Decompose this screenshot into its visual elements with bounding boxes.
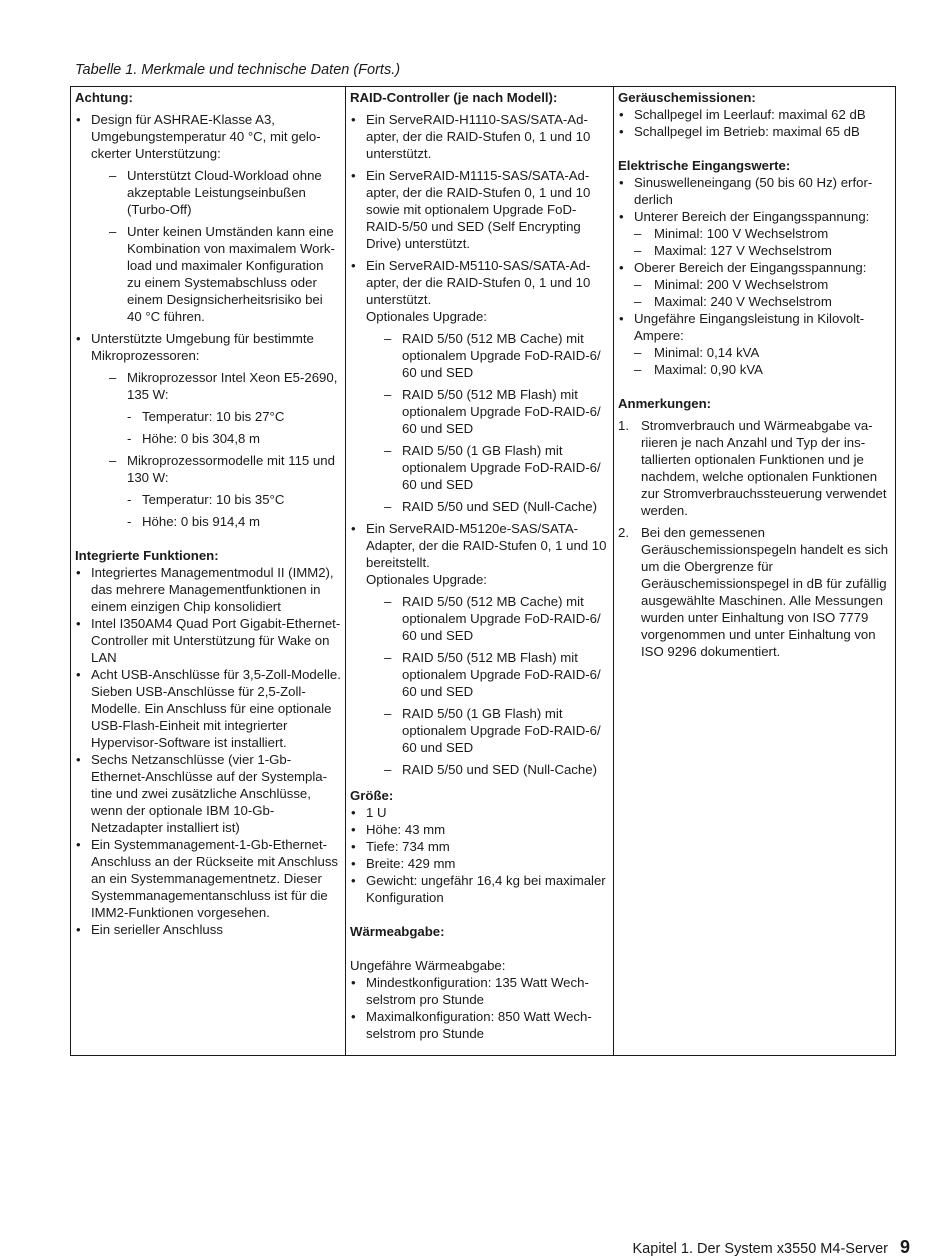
dash-marker: –: [109, 168, 117, 183]
list-item-text: Höhe: 43 mm: [366, 822, 446, 837]
list-item-text: RAID 5/50 (512 MB Flash) mit optionalem Upgrade FoD-RAID-6/ 60 und SED: [402, 387, 601, 436]
list-item: [366, 705, 609, 756]
dash-marker: –: [384, 499, 392, 514]
list-item: [75, 921, 341, 938]
list-item: [75, 751, 341, 836]
list-item: [618, 259, 891, 276]
list-item-text: Oberer Bereich der Eingangsspannung:: [634, 260, 867, 275]
list-item-text: Maximal: 240 V Wechselstrom: [654, 294, 832, 309]
list-item: [91, 223, 341, 325]
list-item-text: Minimal: 100 V Wechselstrom: [654, 226, 829, 241]
list-item: [618, 310, 891, 344]
bullet-marker: •: [619, 260, 624, 275]
list-item: [366, 442, 609, 493]
bullet-marker: •: [351, 521, 356, 536]
dash-marker: –: [634, 277, 642, 292]
list-item: [618, 106, 891, 123]
heading-elektrische-eingangswerte: Elektrische Eingangswerte:: [618, 158, 791, 173]
list-item-text: Ungefähre Eingangsleistung in Kilovolt-Ampere:: [634, 311, 865, 343]
list-item: [366, 330, 609, 381]
list-item: [91, 513, 341, 530]
achtung-list: [75, 111, 341, 530]
list-item-text: Mikroprozessormodelle mit 115 und 130 W:: [127, 453, 335, 485]
optional-upgrade-label: Optionales Upgrade:: [366, 572, 487, 587]
size-list: [350, 804, 609, 906]
list-item: [75, 330, 341, 530]
list-item-text: RAID 5/50 (1 GB Flash) mit optionalem Upgrade FoD-RAID-6/ 60 und SED: [402, 706, 601, 755]
list-item: [350, 974, 609, 1008]
list-item-text: Unterer Bereich der Eingangsspannung:: [634, 209, 870, 224]
optional-upgrade-label: Optionales Upgrade:: [366, 309, 487, 324]
list-item-text: RAID 5/50 (1 GB Flash) mit optionalem Upgrade FoD-RAID-6/ 60 und SED: [402, 443, 601, 492]
heading-groesse: Größe:: [350, 788, 394, 803]
list-item: [618, 344, 891, 361]
list-item-text: Ein serieller Anschluss: [91, 922, 223, 937]
list-item-text: Unterstützt Cloud-Workload ohne akzeptable Leistungseinbußen (Turbo-Off): [127, 168, 322, 217]
dash-marker: –: [109, 453, 117, 468]
heading-geraeuschemissionen: Geräuschemissionen:: [618, 90, 756, 105]
list-item-text: Bei den gemessenen Geräuschemissionspegeln handelt es sich um die Obergrenze für Geräuschemissionspegel in dB für zufällig ausgewählte Maschinen. Alle Messungen wurden unter Einhaltung von ISO 7779 vorgenommen und unter Einhaltung von ISO 9296 dokumentiert.: [641, 525, 889, 659]
spec-table: [70, 86, 896, 1056]
bullet-marker: •: [76, 667, 81, 682]
list-item: [618, 361, 891, 378]
bullet-marker: •: [351, 168, 356, 183]
list-item-text: RAID 5/50 und SED (Null-Cache): [402, 499, 597, 514]
list-item-text: Maximal: 127 V Wechselstrom: [654, 243, 832, 258]
bullet-marker: •: [351, 805, 356, 820]
bullet-marker: •: [351, 839, 356, 854]
hyphen-marker: -: [127, 431, 132, 446]
dash-marker: –: [384, 762, 392, 777]
list-item-text: Minimal: 200 V Wechselstrom: [654, 277, 829, 292]
elec-list: [618, 174, 891, 378]
bullet-marker: •: [351, 822, 356, 837]
list-item-text: Minimal: 0,14 kVA: [654, 345, 760, 360]
bullet-marker: •: [351, 1009, 356, 1024]
column-raid: [346, 87, 614, 1055]
dash-marker: –: [634, 226, 642, 241]
bullet-marker: •: [619, 175, 624, 190]
dash-marker: –: [384, 331, 392, 346]
list-item: [618, 225, 891, 242]
list-item: [366, 593, 609, 644]
list-item-text: Breite: 429 mm: [366, 856, 456, 871]
list-item: [366, 649, 609, 700]
bullet-marker: •: [351, 873, 356, 888]
bullet-marker: •: [351, 975, 356, 990]
list-item-text: Ein ServeRAID-H1110-SAS/SATA-Adapter, der die RAID-Stufen 0, 1 und 10 unterstützt.: [366, 112, 591, 161]
heading-anmerkungen: Anmerkungen:: [618, 396, 712, 411]
bullet-marker: •: [351, 856, 356, 871]
list-item-text: Ein ServeRAID-M5110-SAS/SATA-Adapter, der die RAID-Stufen 0, 1 und 10 unterstützt.: [366, 258, 591, 307]
list-item-text: Tiefe: 734 mm: [366, 839, 450, 854]
dash-marker: –: [384, 594, 392, 609]
list-item: [91, 491, 341, 508]
list-item-text: Temperatur: 10 bis 27°C: [142, 409, 285, 424]
column-emissions: [614, 87, 895, 1055]
heading-achtung: Achtung:: [75, 90, 133, 105]
list-item-text: Unter keinen Umständen kann eine Kombination von maximalem Workload und maximaler Konfiguration zu einem Systemabschluss oder einem Designsicherheitsrisiko bei 40 °C führen.: [127, 224, 335, 324]
list-item-text: Gewicht: ungefähr 16,4 kg bei maximaler Konfiguration: [366, 873, 606, 905]
list-item-text: Mindestkonfiguration: 135 Watt Wechselstrom pro Stunde: [366, 975, 589, 1007]
list-item: [618, 417, 891, 519]
bullet-marker: •: [76, 331, 81, 346]
notes-list: [618, 417, 891, 660]
list-item: [366, 498, 609, 515]
list-item-text: Stromverbrauch und Wärmeabgabe variieren je nach Anzahl und Typ der installierten optionalen Funktionen und je nachdem, welche optionalen Funktionen zur Stromverbrauchssteuerung verwendet werden.: [641, 418, 887, 518]
list-item-text: Maximal: 0,90 kVA: [654, 362, 763, 377]
list-item: [618, 276, 891, 293]
list-item-text: Höhe: 0 bis 304,8 m: [142, 431, 261, 446]
list-item-text: Sechs Netzanschlüsse (vier 1-Gb-Ethernet-Anschlüsse auf der Systemplatine und zwei zusätzliche Anschlüsse, wenn der optionale IBM 10-Gb-Netzadapter installiert ist): [91, 752, 328, 835]
bullet-marker: •: [76, 616, 81, 631]
list-item-text: Ein ServeRAID-M5120e-SAS/SATA-Adapter, der die RAID-Stufen 0, 1 und 10 bereitstellt.: [366, 521, 607, 570]
number-marker: 2.: [618, 525, 629, 540]
list-item: [618, 242, 891, 259]
dash-marker: –: [634, 345, 642, 360]
heat-list: [350, 974, 609, 1042]
list-item-text: Schallpegel im Leerlauf: maximal 62 dB: [634, 107, 866, 122]
list-item: [618, 174, 891, 208]
list-item-text: 1 U: [366, 805, 387, 820]
list-item-text: RAID 5/50 (512 MB Cache) mit optionalem Upgrade FoD-RAID-6/ 60 und SED: [402, 331, 601, 380]
list-item-text: Schallpegel im Betrieb: maximal 65 dB: [634, 124, 860, 139]
footer-chapter: Kapitel 1. Der System x3550 M4-Server: [632, 1241, 888, 1257]
list-item: [350, 167, 609, 252]
hyphen-marker: -: [127, 514, 132, 529]
heading-waermeabgabe: Wärmeabgabe:: [350, 924, 445, 939]
bullet-marker: •: [351, 112, 356, 127]
list-item: [75, 666, 341, 751]
list-item-text: Ein ServeRAID-M1115-SAS/SATA-Adapter, der die RAID-Stufen 0, 1 und 10 sowie mit optionalem Upgrade FoD-RAID-5/50 und SED (Self Encrypting Drive) unterstützt.: [366, 168, 591, 251]
list-item: [91, 408, 341, 425]
list-item-text: Mikroprozessor Intel Xeon E5-2690, 135 W:: [127, 370, 338, 402]
list-item-text: Ein Systemmanagement-1-Gb-Ethernet-Anschluss an der Rückseite mit Anschluss an ein Systemmanagementnetz. Dieser Systemmanagementanschluss ist für die IMM2-Funktionen vorgesehen.: [91, 837, 339, 920]
list-item: [350, 821, 609, 838]
list-item: [350, 257, 609, 515]
list-item: [75, 564, 341, 615]
list-item: [350, 111, 609, 162]
list-item: [618, 208, 891, 225]
page-footer: [633, 1237, 910, 1259]
bullet-marker: •: [619, 311, 624, 326]
noise-list: [618, 106, 891, 140]
page-number: 9: [899, 1237, 910, 1257]
list-item: [350, 520, 609, 778]
list-item: [75, 615, 341, 666]
bullet-marker: •: [76, 112, 81, 127]
list-item-text: Sinuswelleneingang (50 bis 60 Hz) erforderlich: [634, 175, 873, 207]
column-achtung: [71, 87, 346, 1055]
heat-intro: Ungefähre Wärmeabgabe:: [350, 958, 506, 973]
list-item-text: RAID 5/50 (512 MB Cache) mit optionalem Upgrade FoD-RAID-6/ 60 und SED: [402, 594, 601, 643]
dash-marker: –: [384, 706, 392, 721]
list-item: [91, 167, 341, 218]
integ-list: [75, 564, 341, 938]
list-item: [366, 761, 609, 778]
bullet-marker: •: [76, 922, 81, 937]
dash-marker: –: [109, 224, 117, 239]
bullet-marker: •: [76, 565, 81, 580]
list-item-text: Integriertes Managementmodul II (IMM2), das mehrere Managementfunktionen in einem einzigen Chip konsolidiert: [91, 565, 334, 614]
bullet-marker: •: [619, 107, 624, 122]
heading-integrierte-funktionen: Integrierte Funktionen:: [75, 548, 219, 563]
list-item: [618, 293, 891, 310]
list-item: [350, 804, 609, 821]
bullet-marker: •: [76, 752, 81, 767]
dash-marker: –: [384, 443, 392, 458]
list-item: [350, 855, 609, 872]
list-item-text: Temperatur: 10 bis 35°C: [142, 492, 285, 507]
hyphen-marker: -: [127, 409, 132, 424]
number-marker: 1.: [618, 418, 629, 433]
table-caption: Tabelle 1. Merkmale und technische Daten (Forts.): [75, 62, 401, 78]
list-item-text: RAID 5/50 (512 MB Flash) mit optionalem Upgrade FoD-RAID-6/ 60 und SED: [402, 650, 601, 699]
bullet-marker: •: [619, 209, 624, 224]
list-item-text: RAID 5/50 und SED (Null-Cache): [402, 762, 597, 777]
dash-marker: –: [384, 650, 392, 665]
list-item-text: Acht USB-Anschlüsse für 3,5-Zoll-Modelle. Sieben USB-Anschlüsse für 2,5-Zoll-Modelle. Ein Anschluss für eine optionale USB-Flash-Einheit mit integrierter Hypervisor-Software ist installiert.: [91, 667, 341, 750]
raid-list: [350, 111, 609, 778]
list-item-text: Design für ASHRAE-Klasse A3, Umgebungstemperatur 40 °C, mit gelockerter Unterstützung:: [91, 112, 321, 161]
list-item-text: Unterstützte Umgebung für bestimmte Mikroprozessoren:: [91, 331, 314, 363]
hyphen-marker: -: [127, 492, 132, 507]
list-item-text: Intel I350AM4 Quad Port Gigabit-Ethernet-Controller mit Unterstützung für Wake on LAN: [91, 616, 341, 665]
bullet-marker: •: [76, 837, 81, 852]
list-item-text: Maximalkonfiguration: 850 Watt Wechselstrom pro Stunde: [366, 1009, 592, 1041]
list-item: [75, 111, 341, 325]
list-item-text: Höhe: 0 bis 914,4 m: [142, 514, 261, 529]
dash-marker: –: [109, 370, 117, 385]
list-item: [350, 1008, 609, 1042]
bullet-marker: •: [619, 124, 624, 139]
list-item: [350, 838, 609, 855]
list-item: [618, 123, 891, 140]
list-item: [366, 386, 609, 437]
dash-marker: –: [634, 243, 642, 258]
dash-marker: –: [384, 387, 392, 402]
bullet-marker: •: [351, 258, 356, 273]
list-item: [91, 452, 341, 486]
list-item: [91, 430, 341, 447]
list-item: [350, 872, 609, 906]
list-item: [75, 836, 341, 921]
dash-marker: –: [634, 294, 642, 309]
dash-marker: –: [634, 362, 642, 377]
heading-raid-controller: RAID-Controller (je nach Modell):: [350, 90, 558, 105]
list-item: [618, 524, 891, 660]
list-item: [91, 369, 341, 403]
